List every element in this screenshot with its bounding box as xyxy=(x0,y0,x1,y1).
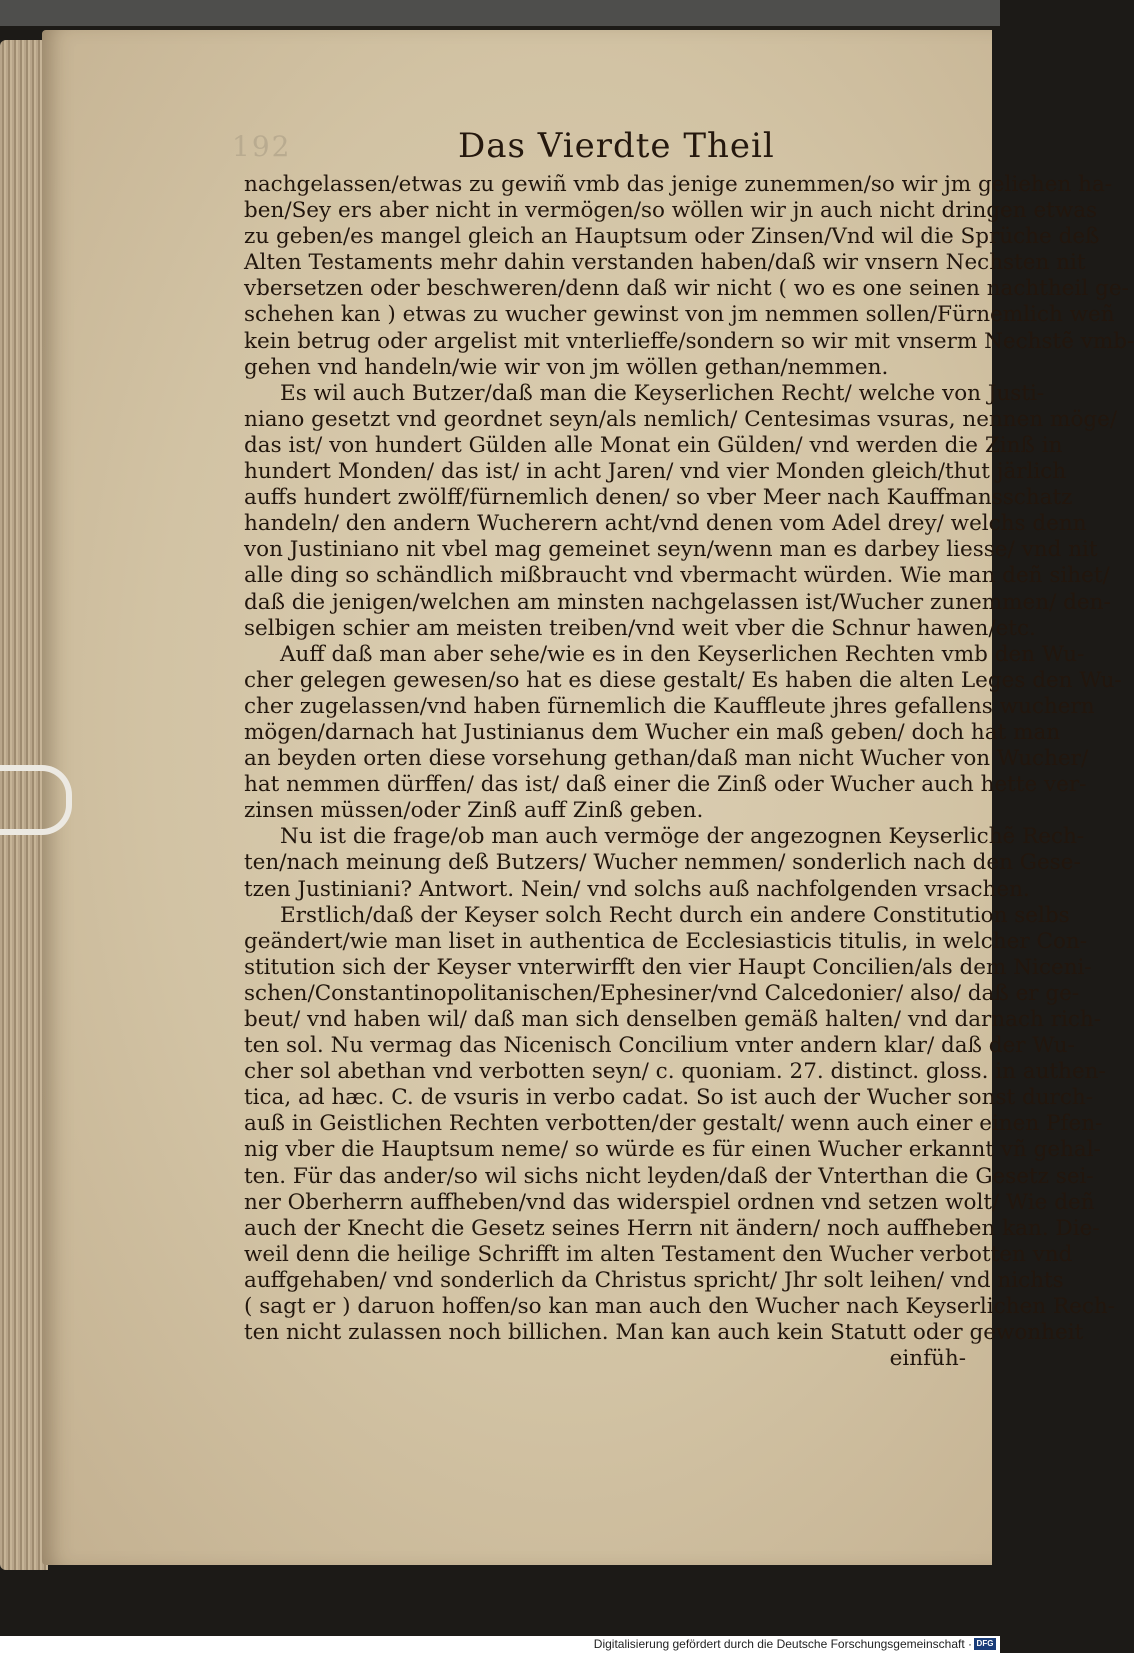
text-line: auch der Knecht die Gesetz seines Herrn nit ändern/ noch auffheben kan. Die- xyxy=(244,1215,1100,1241)
bookmark-ribbon xyxy=(0,765,72,835)
text-line: ten/nach meinung deß Butzers/ Wucher nemmen/ sonderlich nach den Gese- xyxy=(244,850,1081,876)
text-line: ten. Für das ander/so wil sichs nicht leyden/daß der Vnterthan die Gesetz sei- xyxy=(244,1163,1094,1189)
running-head xyxy=(232,126,952,168)
text-line: ten sol. Nu vermag das Nicenisch Concilium vnter andern klar/ daß der Wu- xyxy=(244,1033,1075,1059)
paragraph-start-line: Auff daß man aber sehe/wie es in den Keyserlichen Rechten vmb den Wu- xyxy=(280,641,1085,667)
text-line: zu geben/es mangel gleich an Hauptsum oder Zinsen/Vnd wil die Sprüche deß xyxy=(244,224,1100,250)
text-line: alle ding so schändlich mißbraucht vnd vbermacht würden. Wie man deñ sihet/ xyxy=(244,563,1110,589)
dfg-logo: DFG xyxy=(974,1638,996,1650)
text-line: zinsen müssen/oder Zinß auff Zinß geben. xyxy=(244,798,704,824)
text-line: von Justiniano nit vbel mag gemeinet seyn/wenn man es darbey liesse/ vnd nit xyxy=(244,537,1098,563)
running-title: Das Vierdte Theil xyxy=(458,126,775,166)
text-line: cher gelegen gewesen/so hat es diese gestalt/ Es haben die alten Leges den Wu- xyxy=(244,667,1122,693)
funding-credit: Digitalisierung gefördert durch die Deutsche Forschungsgemeinschaft · xyxy=(593,1637,972,1651)
text-line: cher zugelassen/vnd haben fürnemlich die Kauffleute jhres gefallens wuchern xyxy=(244,693,1095,719)
text-line: stitution sich der Keyser vnterwirfft den vier Haupt Concilien/als dem Niceni- xyxy=(244,954,1092,980)
text-line: nachgelassen/etwas zu gewiñ vmb das jenige zunemmen/so wir jm geliehen ha- xyxy=(244,172,1113,197)
text-line: niano gesetzt vnd geordnet seyn/als nemlich/ Centesimas vsuras, nennen möge/ xyxy=(244,406,1118,432)
text-line: auffs hundert zwölff/fürnemlich denen/ so vber Meer nach Kauffmansschatz xyxy=(244,485,1073,511)
text-line: hat nemmen dürffen/ das ist/ daß einer die Zinß oder Wucher auch hette ver- xyxy=(244,772,1087,798)
book-page xyxy=(42,30,1134,1565)
text-line: ben/Sey ers aber nicht in vermögen/so wöllen wir jn auch nicht dringen etwas xyxy=(244,198,1098,224)
text-line: beut/ vnd haben wil/ daß man sich denselben gemäß halten/ vnd darnach rich- xyxy=(244,1007,1101,1032)
text-line: gehen vnd handeln/wie wir von jm wöllen gethan/nemmen. xyxy=(244,354,889,380)
text-line: auffgehaben/ vnd sonderlich da Christus spricht/ Jhr solt leihen/ vnd nichts xyxy=(244,1267,1064,1293)
text-line: ten nicht zulassen noch billichen. Man kan auch kein Statutt oder gewonheit xyxy=(244,1320,1084,1346)
text-line: an beyden orten diese vorsehung gethan/daß man nicht Wucher von Wucher/ xyxy=(244,746,1089,772)
paragraph-start-line: Es wil auch Butzer/daß man die Keyserlichen Recht/ welche von Justi- xyxy=(280,380,1045,406)
text-line: schehen kan ) etwas zu wucher gewinst von jm nemmen sollen/Fürnemlich weñ xyxy=(244,302,1115,328)
text-line: tica, ad hæc. C. de vsuris in verbo cadat. So ist auch der Wucher sonst durch- xyxy=(244,1085,1093,1111)
paragraph-start-line: Erstlich/daß der Keyser solch Recht durch ein andere Constitution selbs xyxy=(280,902,1070,928)
text-line: mögen/darnach hat Justinianus dem Wucher ein maß geben/ doch hat man xyxy=(244,719,1061,745)
text-line: daß die jenigen/welchen am minsten nachgelassen ist/Wucher zunemmen/ den- xyxy=(244,589,1111,615)
text-line: kein betrug oder argelist mit vnterlieffe/sondern so wir mit vnserm Nechstẽ vmb- xyxy=(244,328,1134,354)
text-line: nig vber die Hauptsum neme/ so würde es für einen Wucher erkannt vñ gehal- xyxy=(244,1137,1101,1163)
text-line: Alten Testaments mehr dahin verstanden haben/daß wir vnsern Nechsten nit xyxy=(244,250,1086,276)
text-line: geändert/wie man liset in authentica de Ecclesiasticis titulis, in welcher Con- xyxy=(244,928,1088,954)
text-line: handeln/ den andern Wucherern acht/vnd denen vom Adel drey/ welchs denn xyxy=(244,511,1087,537)
paragraph-start-line: Nu ist die frage/ob man auch vermöge der angezognen Keyserlichẽ Rech- xyxy=(280,824,1085,850)
text-line: ner Oberherrn auffheben/vnd das widerspiel ordnen vnd setzen wolt/ Wie deñ xyxy=(244,1189,1095,1215)
catchword: einfüh- xyxy=(889,1346,966,1372)
digitization-footer xyxy=(0,1636,1000,1653)
text-line: das ist/ von hundert Gülden alle Monat ein Gülden/ vnd werden die Zinß in xyxy=(244,432,1063,458)
text-line: hundert Monden/ das ist/ in acht Jaren/ vnd vier Monden gleich/thut järlich xyxy=(244,459,1067,485)
body-text xyxy=(244,172,1134,1372)
text-line: tzen Justiniani? Antwort. Nein/ vnd solchs auß nachfolgenden vrsachen. xyxy=(244,876,1030,902)
scanner-top-band xyxy=(0,0,1000,26)
page-number: 192 xyxy=(232,130,292,163)
text-line: vbersetzen oder beschweren/denn daß wir nicht ( wo es one seinen nachtheil ge- xyxy=(244,276,1129,302)
text-line: weil denn die heilige Schrifft im alten Testament den Wucher verbotten vnd xyxy=(244,1241,1073,1267)
text-line: ( sagt er ) daruon hoffen/so kan man auch den Wucher nach Keyserlichen Rech- xyxy=(244,1294,1116,1320)
text-line: cher sol abethan vnd verbotten seyn/ c. quoniam. 27. distinct. gloss. in authen- xyxy=(244,1059,1106,1085)
text-line: auß in Geistlichen Rechten verbotten/der gestalt/ wenn auch einer einen Pfen- xyxy=(244,1111,1103,1137)
text-line: selbigen schier am meisten treiben/vnd weit vber die Schnur hawen/etc. xyxy=(244,615,1036,641)
text-line: schen/Constantinopolitanischen/Ephesiner/vnd Calcedonier/ also/ daß er ge- xyxy=(244,980,1080,1006)
